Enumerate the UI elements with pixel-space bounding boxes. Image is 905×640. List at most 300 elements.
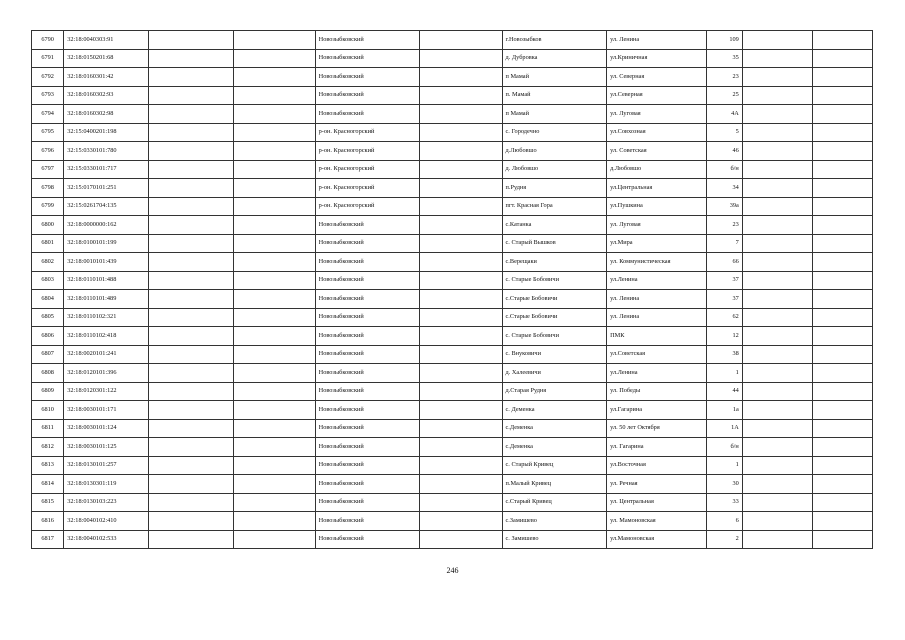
settlement-cell: п.Рудня	[502, 179, 607, 198]
settlement-cell: с. Замишево	[502, 530, 607, 549]
settlement-cell: с. Старые Бобовичи	[502, 327, 607, 346]
table-row	[32, 179, 873, 198]
district-cell: Новозыбковский	[315, 68, 420, 87]
table-row	[32, 49, 873, 68]
empty-col-10-cell	[742, 493, 812, 512]
district-cell: Новозыбковский	[315, 382, 420, 401]
empty-col-4-cell	[234, 253, 315, 272]
cadastral-number-cell: 32:18:0130101:257	[64, 456, 149, 475]
empty-col-6-cell	[420, 308, 502, 327]
empty-col-6-cell	[420, 105, 502, 124]
cadastral-number-cell: 32:18:0010101:439	[64, 253, 149, 272]
cadastral-number-cell: 32:18:0130301:119	[64, 475, 149, 494]
empty-col-3-cell	[148, 456, 234, 475]
empty-col-4-cell	[234, 382, 315, 401]
district-cell: Новозыбковский	[315, 253, 420, 272]
empty-col-10-cell	[742, 475, 812, 494]
empty-col-4-cell	[234, 197, 315, 216]
district-cell: р-он. Красногорский	[315, 197, 420, 216]
registry-table	[31, 30, 873, 549]
table-row	[32, 327, 873, 346]
settlement-cell: с. Старый Кривец	[502, 456, 607, 475]
empty-col-11-cell	[812, 234, 872, 253]
cadastral-number-cell: 32:18:0130103:223	[64, 493, 149, 512]
empty-col-4-cell	[234, 493, 315, 512]
empty-col-4-cell	[234, 49, 315, 68]
empty-col-6-cell	[420, 253, 502, 272]
row-number-cell: 6800	[32, 216, 64, 235]
empty-col-3-cell	[148, 68, 234, 87]
empty-col-10-cell	[742, 197, 812, 216]
settlement-cell: п.Малый Кривец	[502, 475, 607, 494]
row-number-cell: 6809	[32, 382, 64, 401]
empty-col-6-cell	[420, 142, 502, 161]
district-cell: Новозыбковский	[315, 512, 420, 531]
cadastral-number-cell: 32:18:0160301:42	[64, 68, 149, 87]
table-row	[32, 123, 873, 142]
district-cell: Новозыбковский	[315, 105, 420, 124]
empty-col-6-cell	[420, 123, 502, 142]
street-cell: ул. Луговая	[607, 105, 707, 124]
empty-col-3-cell	[148, 123, 234, 142]
empty-col-6-cell	[420, 512, 502, 531]
empty-col-4-cell	[234, 475, 315, 494]
house-number-cell: 2	[707, 530, 743, 549]
settlement-cell: д.Любовшо	[502, 142, 607, 161]
district-cell: Новозыбковский	[315, 86, 420, 105]
house-number-cell: 6	[707, 512, 743, 531]
empty-col-11-cell	[812, 308, 872, 327]
street-cell: д.Любовшо	[607, 160, 707, 179]
empty-col-3-cell	[148, 290, 234, 309]
settlement-cell: с.Деменка	[502, 438, 607, 457]
cadastral-number-cell: 32:15:0400201:198	[64, 123, 149, 142]
empty-col-6-cell	[420, 475, 502, 494]
empty-col-4-cell	[234, 160, 315, 179]
empty-col-11-cell	[812, 31, 872, 50]
house-number-cell: 1А	[707, 419, 743, 438]
table-row	[32, 216, 873, 235]
cadastral-number-cell: 32:18:0110101:488	[64, 271, 149, 290]
street-cell: ул. Ленина	[607, 290, 707, 309]
empty-col-4-cell	[234, 216, 315, 235]
empty-col-10-cell	[742, 290, 812, 309]
house-number-cell: 25	[707, 86, 743, 105]
cadastral-number-cell: 32:18:0160302:98	[64, 105, 149, 124]
table-row	[32, 290, 873, 309]
empty-col-4-cell	[234, 234, 315, 253]
page-number: 246	[446, 566, 459, 575]
row-number-cell: 6799	[32, 197, 64, 216]
empty-col-3-cell	[148, 530, 234, 549]
empty-col-4-cell	[234, 364, 315, 383]
cadastral-number-cell: 32:18:0040303:91	[64, 31, 149, 50]
empty-col-6-cell	[420, 401, 502, 420]
table-row	[32, 401, 873, 420]
empty-col-10-cell	[742, 49, 812, 68]
cadastral-number-cell: 32:15:0170101:251	[64, 179, 149, 198]
empty-col-3-cell	[148, 105, 234, 124]
row-number-cell: 6795	[32, 123, 64, 142]
empty-col-3-cell	[148, 364, 234, 383]
empty-col-10-cell	[742, 142, 812, 161]
empty-col-3-cell	[148, 327, 234, 346]
empty-col-10-cell	[742, 530, 812, 549]
table-row	[32, 271, 873, 290]
empty-col-6-cell	[420, 179, 502, 198]
settlement-cell: пгт. Красная Гора	[502, 197, 607, 216]
row-number-cell: 6802	[32, 253, 64, 272]
cadastral-number-cell: 32:15:0330101:780	[64, 142, 149, 161]
house-number-cell: 37	[707, 271, 743, 290]
settlement-cell: с.Катанка	[502, 216, 607, 235]
empty-col-3-cell	[148, 49, 234, 68]
street-cell: ул.Гагарина	[607, 401, 707, 420]
settlement-cell: с.Деменка	[502, 419, 607, 438]
empty-col-6-cell	[420, 530, 502, 549]
district-cell: Новозыбковский	[315, 290, 420, 309]
district-cell: Новозыбковский	[315, 345, 420, 364]
street-cell: ул.Совхозная	[607, 123, 707, 142]
district-cell: р-он. Красногорский	[315, 123, 420, 142]
empty-col-10-cell	[742, 456, 812, 475]
empty-col-6-cell	[420, 68, 502, 87]
empty-col-4-cell	[234, 179, 315, 198]
cadastral-number-cell: 32:18:0020101:241	[64, 345, 149, 364]
row-number-cell: 6803	[32, 271, 64, 290]
table-row	[32, 31, 873, 50]
empty-col-3-cell	[148, 419, 234, 438]
table-row	[32, 382, 873, 401]
settlement-cell: с.Старые Бобовичи	[502, 308, 607, 327]
house-number-cell: 39а	[707, 197, 743, 216]
empty-col-4-cell	[234, 419, 315, 438]
street-cell: ул.Ленина	[607, 271, 707, 290]
cadastral-number-cell: 32:18:0000000:162	[64, 216, 149, 235]
row-number-cell: 6813	[32, 456, 64, 475]
settlement-cell: п Мамай	[502, 68, 607, 87]
district-cell: Новозыбковский	[315, 530, 420, 549]
empty-col-4-cell	[234, 290, 315, 309]
empty-col-6-cell	[420, 345, 502, 364]
district-cell: Новозыбковский	[315, 456, 420, 475]
empty-col-10-cell	[742, 105, 812, 124]
row-number-cell: 6791	[32, 49, 64, 68]
empty-col-10-cell	[742, 68, 812, 87]
house-number-cell: 35	[707, 49, 743, 68]
house-number-cell: 109	[707, 31, 743, 50]
empty-col-10-cell	[742, 401, 812, 420]
empty-col-6-cell	[420, 456, 502, 475]
street-cell: ул.Советская	[607, 345, 707, 364]
house-number-cell: 33	[707, 493, 743, 512]
street-cell: ул.Ленина	[607, 364, 707, 383]
cadastral-number-cell: 32:18:0120101:396	[64, 364, 149, 383]
house-number-cell: б/н	[707, 438, 743, 457]
table-row	[32, 345, 873, 364]
cadastral-number-cell: 32:18:0030101:125	[64, 438, 149, 457]
row-number-cell: 6801	[32, 234, 64, 253]
row-number-cell: 6815	[32, 493, 64, 512]
row-number-cell: 6812	[32, 438, 64, 457]
cadastral-number-cell: 32:18:0110102:418	[64, 327, 149, 346]
house-number-cell: 12	[707, 327, 743, 346]
empty-col-11-cell	[812, 419, 872, 438]
empty-col-11-cell	[812, 68, 872, 87]
street-cell: ул. Победы	[607, 382, 707, 401]
house-number-cell: б/н	[707, 160, 743, 179]
empty-col-3-cell	[148, 475, 234, 494]
street-cell: ул.Мамоновская	[607, 530, 707, 549]
row-number-cell: 6816	[32, 512, 64, 531]
empty-col-4-cell	[234, 438, 315, 457]
empty-col-3-cell	[148, 512, 234, 531]
empty-col-3-cell	[148, 234, 234, 253]
empty-col-3-cell	[148, 160, 234, 179]
empty-col-11-cell	[812, 364, 872, 383]
empty-col-3-cell	[148, 31, 234, 50]
district-cell: Новозыбковский	[315, 327, 420, 346]
empty-col-4-cell	[234, 345, 315, 364]
settlement-cell: п Мамай	[502, 105, 607, 124]
row-number-cell: 6814	[32, 475, 64, 494]
row-number-cell: 6798	[32, 179, 64, 198]
settlement-cell: с.Старый Кривец	[502, 493, 607, 512]
table-row	[32, 68, 873, 87]
row-number-cell: 6794	[32, 105, 64, 124]
row-number-cell: 6806	[32, 327, 64, 346]
house-number-cell: 7	[707, 234, 743, 253]
empty-col-10-cell	[742, 216, 812, 235]
house-number-cell: 1	[707, 456, 743, 475]
house-number-cell: 34	[707, 179, 743, 198]
empty-col-4-cell	[234, 308, 315, 327]
empty-col-4-cell	[234, 86, 315, 105]
cadastral-number-cell: 32:18:0100101:199	[64, 234, 149, 253]
street-cell: ул. Ленина	[607, 31, 707, 50]
row-number-cell: 6805	[32, 308, 64, 327]
empty-col-6-cell	[420, 31, 502, 50]
street-cell: ул. Речная	[607, 475, 707, 494]
house-number-cell: 66	[707, 253, 743, 272]
district-cell: р-он. Красногорский	[315, 160, 420, 179]
empty-col-6-cell	[420, 327, 502, 346]
empty-col-11-cell	[812, 438, 872, 457]
house-number-cell: 5	[707, 123, 743, 142]
table-row	[32, 364, 873, 383]
empty-col-10-cell	[742, 179, 812, 198]
empty-col-6-cell	[420, 49, 502, 68]
empty-col-4-cell	[234, 123, 315, 142]
empty-col-10-cell	[742, 419, 812, 438]
empty-col-3-cell	[148, 382, 234, 401]
house-number-cell: 23	[707, 68, 743, 87]
table-row	[32, 142, 873, 161]
registry-rows	[32, 31, 873, 549]
cadastral-number-cell: 32:15:0261704:135	[64, 197, 149, 216]
row-number-cell: 6810	[32, 401, 64, 420]
empty-col-6-cell	[420, 364, 502, 383]
empty-col-6-cell	[420, 234, 502, 253]
settlement-cell: с.Верещаки	[502, 253, 607, 272]
empty-col-11-cell	[812, 382, 872, 401]
settlement-cell: с. Старый Вышков	[502, 234, 607, 253]
empty-col-6-cell	[420, 86, 502, 105]
empty-col-10-cell	[742, 382, 812, 401]
row-number-cell: 6808	[32, 364, 64, 383]
empty-col-4-cell	[234, 327, 315, 346]
settlement-cell: с.Замишево	[502, 512, 607, 531]
settlement-cell: д. Любовшо	[502, 160, 607, 179]
table-row	[32, 308, 873, 327]
settlement-cell: п. Мамай	[502, 86, 607, 105]
empty-col-11-cell	[812, 475, 872, 494]
settlement-cell: с. Старые Бобовичи	[502, 271, 607, 290]
empty-col-11-cell	[812, 456, 872, 475]
empty-col-3-cell	[148, 216, 234, 235]
table-row	[32, 530, 873, 549]
house-number-cell: 37	[707, 290, 743, 309]
empty-col-6-cell	[420, 438, 502, 457]
row-number-cell: 6804	[32, 290, 64, 309]
empty-col-6-cell	[420, 271, 502, 290]
house-number-cell: 44	[707, 382, 743, 401]
district-cell: Новозыбковский	[315, 438, 420, 457]
empty-col-6-cell	[420, 382, 502, 401]
settlement-cell: с.Старые Бобовичи	[502, 290, 607, 309]
empty-col-11-cell	[812, 290, 872, 309]
empty-col-10-cell	[742, 345, 812, 364]
street-cell: ул.Криничная	[607, 49, 707, 68]
empty-col-11-cell	[812, 49, 872, 68]
empty-col-10-cell	[742, 512, 812, 531]
empty-col-11-cell	[812, 401, 872, 420]
district-cell: Новозыбковский	[315, 234, 420, 253]
empty-col-10-cell	[742, 253, 812, 272]
street-cell: ул.Восточная	[607, 456, 707, 475]
empty-col-4-cell	[234, 271, 315, 290]
empty-col-3-cell	[148, 493, 234, 512]
street-cell: ул. Мамоновская	[607, 512, 707, 531]
empty-col-3-cell	[148, 345, 234, 364]
district-cell: Новозыбковский	[315, 475, 420, 494]
settlement-cell: г.Новозыбков	[502, 31, 607, 50]
street-cell: ПМК	[607, 327, 707, 346]
house-number-cell: 4А	[707, 105, 743, 124]
empty-col-3-cell	[148, 271, 234, 290]
street-cell: ул. Луговая	[607, 216, 707, 235]
street-cell: ул. Северная	[607, 68, 707, 87]
row-number-cell: 6792	[32, 68, 64, 87]
district-cell: Новозыбковский	[315, 216, 420, 235]
empty-col-3-cell	[148, 308, 234, 327]
settlement-cell: с. Внуковичи	[502, 345, 607, 364]
house-number-cell: 23	[707, 216, 743, 235]
empty-col-3-cell	[148, 438, 234, 457]
district-cell: Новозыбковский	[315, 419, 420, 438]
empty-col-11-cell	[812, 86, 872, 105]
empty-col-11-cell	[812, 197, 872, 216]
street-cell: ул. Коммунистическая	[607, 253, 707, 272]
district-cell: р-он. Красногорский	[315, 142, 420, 161]
empty-col-11-cell	[812, 160, 872, 179]
cadastral-number-cell: 32:18:0040102:533	[64, 530, 149, 549]
empty-col-11-cell	[812, 253, 872, 272]
settlement-cell: д. Дубровка	[502, 49, 607, 68]
table-row	[32, 512, 873, 531]
district-cell: Новозыбковский	[315, 271, 420, 290]
empty-col-3-cell	[148, 142, 234, 161]
empty-col-4-cell	[234, 401, 315, 420]
table-row	[32, 253, 873, 272]
empty-col-10-cell	[742, 364, 812, 383]
empty-col-6-cell	[420, 493, 502, 512]
empty-col-4-cell	[234, 530, 315, 549]
cadastral-number-cell: 32:15:0330101:717	[64, 160, 149, 179]
empty-col-3-cell	[148, 179, 234, 198]
house-number-cell: 30	[707, 475, 743, 494]
empty-col-11-cell	[812, 493, 872, 512]
empty-col-6-cell	[420, 419, 502, 438]
empty-col-6-cell	[420, 160, 502, 179]
empty-col-11-cell	[812, 512, 872, 531]
cadastral-number-cell: 32:18:0160302:93	[64, 86, 149, 105]
district-cell: Новозыбковский	[315, 31, 420, 50]
street-cell: ул.Пушкина	[607, 197, 707, 216]
empty-col-10-cell	[742, 160, 812, 179]
street-cell: ул. Гагарина	[607, 438, 707, 457]
empty-col-11-cell	[812, 530, 872, 549]
cadastral-number-cell: 32:18:0110101:489	[64, 290, 149, 309]
row-number-cell: 6817	[32, 530, 64, 549]
district-cell: Новозыбковский	[315, 401, 420, 420]
table-row	[32, 438, 873, 457]
empty-col-3-cell	[148, 253, 234, 272]
empty-col-10-cell	[742, 271, 812, 290]
district-cell: р-он. Красногорский	[315, 179, 420, 198]
row-number-cell: 6797	[32, 160, 64, 179]
street-cell: ул. Ленина	[607, 308, 707, 327]
empty-col-11-cell	[812, 271, 872, 290]
table-row	[32, 475, 873, 494]
empty-col-4-cell	[234, 31, 315, 50]
table-row	[32, 160, 873, 179]
table-row	[32, 105, 873, 124]
empty-col-10-cell	[742, 308, 812, 327]
row-number-cell: 6807	[32, 345, 64, 364]
empty-col-3-cell	[148, 86, 234, 105]
table-row	[32, 197, 873, 216]
house-number-cell: 62	[707, 308, 743, 327]
empty-col-10-cell	[742, 86, 812, 105]
empty-col-6-cell	[420, 197, 502, 216]
street-cell: ул.Северная	[607, 86, 707, 105]
table-row	[32, 456, 873, 475]
empty-col-4-cell	[234, 456, 315, 475]
house-number-cell: 46	[707, 142, 743, 161]
cadastral-number-cell: 32:18:0030101:124	[64, 419, 149, 438]
settlement-cell: с. Деменка	[502, 401, 607, 420]
empty-col-3-cell	[148, 197, 234, 216]
empty-col-11-cell	[812, 123, 872, 142]
cadastral-number-cell: 32:18:0030101:171	[64, 401, 149, 420]
district-cell: Новозыбковский	[315, 493, 420, 512]
street-cell: ул. 50 лет Октября	[607, 419, 707, 438]
row-number-cell: 6811	[32, 419, 64, 438]
empty-col-10-cell	[742, 123, 812, 142]
empty-col-4-cell	[234, 512, 315, 531]
table-row	[32, 419, 873, 438]
